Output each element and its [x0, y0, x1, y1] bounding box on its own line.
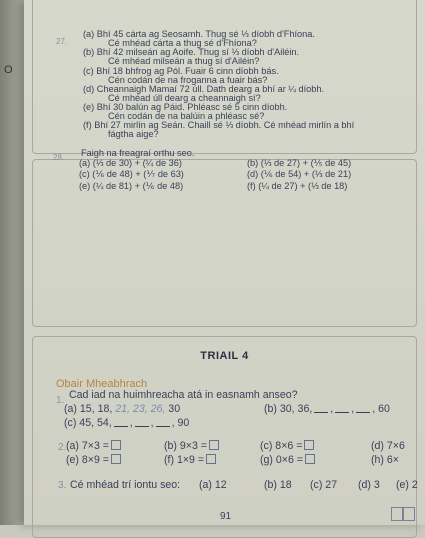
q28-c: (c) (⅙ de 48) + (⅐ de 63) [79, 169, 184, 179]
q28-a: (a) (⅓ de 30) + (¼ de 36) [79, 158, 182, 168]
triail-box [32, 336, 417, 538]
q28-b: (b) (⅓ de 27) + (⅕ de 45) [247, 158, 352, 168]
q2-a-text: (a) 7×3 = [66, 440, 109, 452]
triail-q1b: (b) 30, 36, , , , 60 [264, 403, 390, 415]
q2-b [164, 440, 219, 452]
q2-c-text: (c) 8×6 = [260, 440, 303, 452]
q3-option-e: (e) 2 [396, 479, 418, 491]
blank [356, 403, 370, 413]
q28-f: (f) (¼ de 27) + (⅓ de 18) [247, 181, 348, 191]
q1b-end: 60 [378, 403, 390, 415]
section-subtitle: Obair Mheabhrach [56, 378, 148, 390]
answer-box[interactable] [209, 440, 219, 450]
answer-box[interactable] [206, 454, 216, 464]
triail-q1-heading: Cad iad na huimhreacha atá in easnamh anseo? [69, 389, 298, 401]
q1a-end: 30 [168, 403, 181, 415]
q2-c [260, 440, 314, 452]
q28-e: (e) (¼ de 81) + (⅙ de 48) [79, 181, 184, 191]
blank [335, 403, 349, 413]
q1a-handwritten: 21, 23, 26, [115, 403, 166, 415]
triail-q1c: (c) 45, 54, , , , 90 [64, 417, 190, 429]
q27-b-line1: (b) Bhí 42 milseán ag Aoife. Thug sí ⅓ díobh d'Ailéin. [83, 47, 300, 57]
book-page [24, 0, 425, 525]
triail-q3-text: Cé mhéad trí iontu seo: [70, 479, 181, 491]
q27-d-line2: Cé mhéad úll dearg a cheannaigh sí? [108, 93, 261, 103]
q1c-end: 90 [177, 417, 190, 429]
q2-b-text: (b) 9×3 = [164, 440, 207, 452]
answer-box[interactable] [305, 454, 315, 464]
q2-e-text: (e) 8×9 = [66, 454, 109, 466]
footer-box [391, 507, 403, 521]
q27-c-line1: (c) Bhí 18 bhfrog ag Pól. Fuair 6 cinn díobh bás. [83, 66, 279, 76]
q27-a-line1: (a) Bhí 45 cárta ag Seosamh. Thug sé ⅓ díobh d'Fhíona. [83, 29, 315, 39]
q2-f-text: (f) 1×9 = [164, 454, 205, 466]
q27-f-line1: (f) Bhí 27 mirlín ag Seán. Chaill sé ⅓ díobh. Cé mhéad mirlín a bhí [83, 120, 355, 130]
answer-box[interactable] [304, 440, 314, 450]
q1a-label: (a) [64, 403, 77, 415]
question-28-number: 28. [53, 153, 65, 162]
q3-option-d: (d) 3 [358, 479, 380, 491]
q2-h: (h) 6× [371, 454, 399, 466]
q3-option-b: (b) 18 [264, 479, 292, 491]
triail-q3-number: 3. [58, 480, 67, 491]
triail-q1-number: 1. [56, 395, 65, 406]
blank [314, 403, 328, 413]
q2-g-text: (g) 0×6 = [260, 454, 303, 466]
q2-f [164, 454, 216, 466]
q27-a-line2: Cé mhéad cárta a thug sé d'Fhíona? [108, 38, 257, 48]
blank [114, 417, 128, 427]
q1c-start: (c) 45, 54, [64, 417, 112, 429]
q2-a [66, 440, 121, 452]
q27-e-line2: Cén codán de na balúin a phléasc sé? [108, 111, 265, 121]
footer-box [403, 507, 415, 521]
q1b-start: (b) 30, 36, [264, 403, 313, 415]
q3-option-c: (c) 27 [310, 479, 338, 491]
answer-box[interactable] [111, 440, 121, 450]
gutter-text: O [4, 64, 13, 76]
q2-g [260, 454, 315, 466]
q1a-printed: 15, 18, [79, 403, 113, 415]
q27-b-line2: Cé mhéad milseán a thug sí d'Ailéin? [108, 56, 260, 66]
q28-heading: Faigh na freagraí orthu seo. [81, 148, 195, 158]
section-title: TRIAIL 4 [200, 350, 249, 362]
q27-e-line1: (e) Bhí 30 balún ag Páid. Phléasc sé 5 cinn díobh. [83, 102, 288, 112]
q27-f-line2: fágtha aige? [108, 129, 159, 139]
question-27-number: 27. [56, 37, 68, 46]
page-number: 91 [220, 511, 232, 522]
blank [156, 417, 170, 427]
triail-q2-number: 2. [58, 442, 67, 453]
q2-e [66, 454, 121, 466]
answer-box[interactable] [111, 454, 121, 464]
q27-d-line1: (d) Cheannaigh Mamaí 72 úll. Dath dearg a bhí ar ¼ díobh. [83, 84, 325, 94]
q2-d: (d) 7×6 [371, 440, 405, 452]
q3-option-a: (a) 12 [199, 479, 227, 491]
q28-d: (d) (⅙ de 54) + (⅓ de 21) [247, 169, 352, 179]
q27-c-line2: Cén codán de na froganna a fuair bás? [108, 75, 268, 85]
triail-q1a [64, 403, 180, 415]
blank [135, 417, 149, 427]
